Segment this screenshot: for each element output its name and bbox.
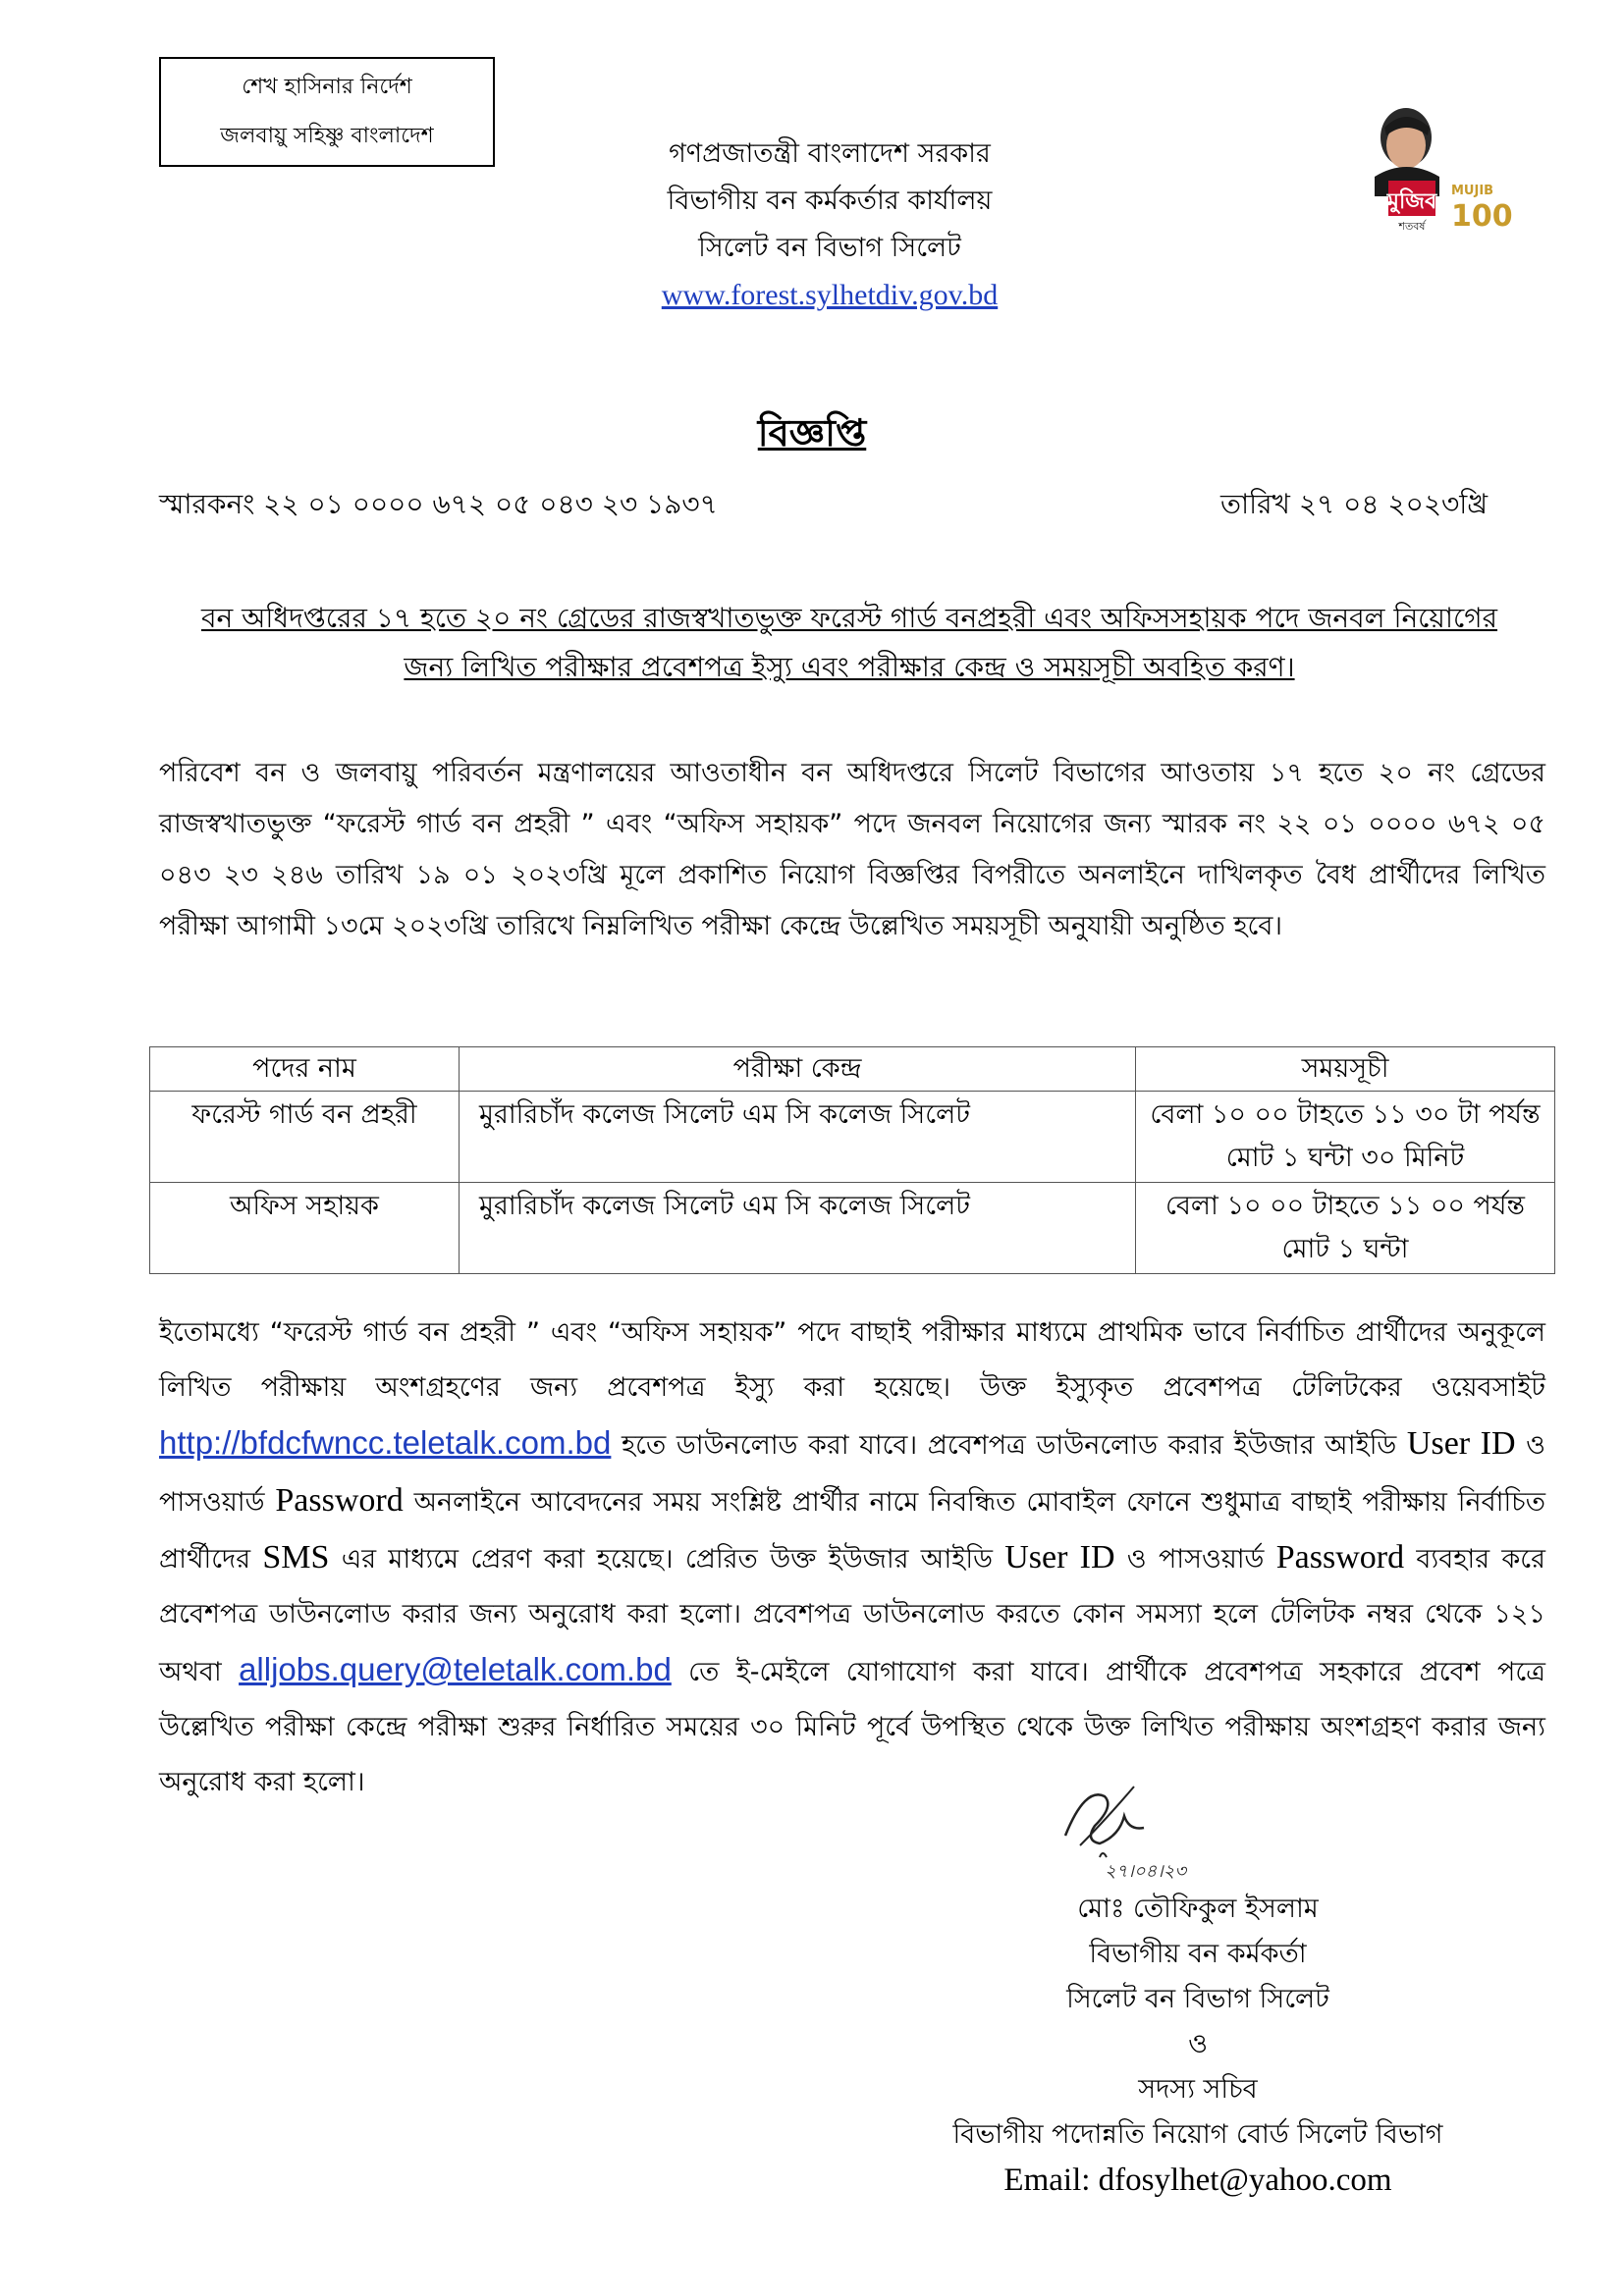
signature-date: ২৭।০৪।২৩ [1105, 1861, 1187, 1882]
exam-time [1136, 1183, 1555, 1274]
signatory-email: Email: dfosylhet@yahoo.com [1003, 2163, 1392, 2198]
password-term: Password [275, 1482, 404, 1519]
notice-date: তারিখ ২৭ ০৪ ২০২৩খ্রি [1220, 488, 1489, 520]
website-link[interactable]: www.forest.sylhetdiv.gov.bd [661, 279, 999, 311]
signatory-designation: বিভাগীয় বন কর্মকর্তা [1089, 1939, 1307, 1969]
exam-duration: মোট ১ ঘন্টা ৩০ মিনিট [1225, 1143, 1465, 1173]
header-office: বিভাগীয় বন কর্মকর্তার কার্যালয় [667, 186, 993, 216]
para2-text: হতে ডাউনলোড করা যাবে। প্রবেশপত্র ডাউনলোড করার ইউজার আইডি [611, 1430, 1407, 1461]
signatory-role: সদস্য সচিব [1138, 2074, 1258, 2105]
office-header [550, 131, 1110, 320]
signatory-and: ও [1188, 2029, 1208, 2059]
body-paragraph-1: পরিবেশ বন ও জলবায়ু পরিবর্তন মন্ত্রণালয়ের আওতাধীন বন অধিদপ্তরে সিলেট বিভাগের আওতায় ১৭ হতে ২০ নং গ্রেডের রাজস্বখাতভুক্ত “ফরেস্ট গার্ড বন প্রহরী ” এবং “অফিস সহায়ক” পদে জনবল নিয়োগের জন্য স্মারক নং ২২ ০১ ০০০০ ৬৭২ ০৫ ০৪৩ ২৩ ২৪৬ তারিখ ১৯ ০১ ২০২৩খ্রি মূলে প্রকাশিত নিয়োগ বিজ্ঞপ্তির বিপরীতে অনলাইনে দাখিলকৃত বৈধ প্রার্থীদের লিখিত পরীক্ষা আগামী ১৩মে ২০২৩খ্রি তারিখে নিম্নলিখিত পরীক্ষা কেন্দ্রে উল্লেখিত সময়সূচী অনুযায়ী অনুষ্ঠিত হবে। [159, 758, 1545, 941]
memo-number: স্মারকনং ২২ ০১ ০০০০ ৬৭২ ০৫ ০৪৩ ২৩ ১৯৩৭ [159, 488, 718, 520]
slogan-line2: জলবায়ু সহিষ্ণু বাংলাদেশ [220, 124, 434, 148]
query-email-link[interactable]: alljobs.query@teletalk.com.bd [239, 1651, 672, 1687]
logo-number-text: 100 [1451, 199, 1513, 234]
exam-centre: মুরারিচাঁদ কলেজ সিলেট এম সি কলেজ সিলেট [460, 1183, 1136, 1274]
table-header-row [150, 1047, 1555, 1092]
para2-text: ব্যবহার করে প্রবেশপত্র ডাউনলোড করার জন্য অনুরোধ করা হলো। প্রবেশপত্র ডাউনলোড করতে কোন সমস্যা হলে টেলিটক নম্বর থেকে ১২১ অথবা [159, 1544, 1545, 1687]
password-term: Password [1275, 1539, 1405, 1575]
logo-sub-text: শতবর্ষ [1398, 220, 1426, 233]
logo-mujib-text: মুজিব [1386, 189, 1437, 214]
header-division: সিলেট বন বিভাগ সিলেট [698, 233, 961, 263]
exam-time-range: বেলা ১০ ০০ টাহতে ১১ ০০ পর্যন্ত [1164, 1191, 1526, 1221]
header-government: গণপ্রজাতন্ত্রী বাংলাদেশ সরকার [669, 138, 991, 169]
para2-text: ও পাসওয়ার্ড [1114, 1544, 1276, 1575]
subject [147, 594, 1551, 692]
header-schedule: সময়সূচী [1136, 1047, 1555, 1092]
exam-centre: মুরারিচাঁদ কলেজ সিলেট এম সি কলেজ সিলেট [460, 1092, 1136, 1183]
body-paragraph-2 [159, 1306, 1545, 1810]
subject-line1: বন অধিদপ্তরের ১৭ হতে ২০ নং গ্রেডের রাজস্বখাতভুক্ত ফরেস্ট গার্ড বনপ্রহরী এবং অফিসসহায়ক পদে জনবল নিয়োগের [200, 602, 1498, 634]
user-id-term: User ID [1004, 1539, 1115, 1575]
subject-line2: জন্য লিখিত পরীক্ষার প্রবেশপত্র ইস্যু এবং পরীক্ষার কেন্দ্র ও সময়সূচী অবহিত করণ। [404, 651, 1295, 683]
exam-time-range: বেলা ১০ ০০ টাহতে ১১ ৩০ টা পর্যন্ত [1150, 1099, 1541, 1130]
handwritten-signature [1046, 1767, 1213, 1885]
para2-text: এর মাধ্যমে প্রেরণ করা হয়েছে। প্রেরিত উক্ত ইউজার আইডি [329, 1544, 1005, 1575]
sms-term: SMS [262, 1539, 330, 1575]
notice-title: বিজ্ঞপ্তি [757, 411, 867, 454]
post-name: ফরেস্ট গার্ড বন প্রহরী [150, 1092, 460, 1183]
header-centre: পরীক্ষা কেন্দ্র [460, 1047, 1136, 1092]
para2-text: ও পাসওয়ার্ড [159, 1430, 1545, 1518]
exam-schedule-table [149, 1046, 1555, 1274]
table-row [150, 1183, 1555, 1274]
logo-side-text: MUJIB [1451, 184, 1494, 198]
signatory-board: বিভাগীয় পদোন্নতি নিয়োগ বোর্ড সিলেট বিভাগ [952, 2119, 1443, 2150]
user-id-term: User ID [1406, 1425, 1516, 1462]
post-name: অফিস সহায়ক [150, 1183, 460, 1274]
exam-duration: মোট ১ ঘন্টা [1281, 1234, 1409, 1264]
signatory-office: সিলেট বন বিভাগ সিলেট [1066, 1984, 1329, 2014]
mujib-100-logo [1345, 98, 1542, 236]
para2-text: অনলাইনে আবেদনের সময় সংশ্লিষ্ট প্রার্থীর নামে নিবন্ধিত মোবাইল ফোনে শুধুমাত্র বাছাই পরীক্ষায় নির্বাচিত প্রার্থীদের [159, 1487, 1545, 1575]
header-post: পদের নাম [150, 1047, 460, 1092]
signatory-block [844, 1887, 1551, 2203]
slogan-line1: শেখ হাসিনার নির্দেশ [242, 75, 412, 99]
para2-text: তে ই-মেইলে যোগাযোগ করা যাবে। প্রার্থীকে প্রবেশপত্র সহকারে প্রবেশ পত্রে উল্লেখিত পরীক্ষা কেন্দ্রে পরীক্ষা শুরুর নির্ধারিত সময়ের ৩০ মিনিট পূর্বে উপস্থিত থেকে উক্ত লিখিত পরীক্ষায় অংশগ্রহণ করার জন্য অনুরোধ করা হলো। [159, 1657, 1546, 1797]
para2-text: ইতোমধ্যে “ফরেস্ট গার্ড বন প্রহরী ” এবং “অফিস সহায়ক” পদে বাছাই পরীক্ষার মাধ্যমে প্রাথমিক ভাবে নির্বাচিত প্রার্থীদের অনুকূলে লিখিত পরীক্ষায় অংশগ্রহণের জন্য প্রবেশপত্র ইস্যু করা হয়েছে। উক্ত ইস্যুকৃত প্রবেশপত্র টেলিটকের ওয়েবসাইট [159, 1317, 1545, 1403]
signatory-name: মোঃ তৌফিকুল ইসলাম [1077, 1894, 1319, 1924]
table-row [150, 1092, 1555, 1183]
admit-card-link[interactable]: http://bfdcfwncc.teletalk.com.bd [159, 1424, 612, 1461]
slogan-box [159, 57, 495, 167]
exam-time [1136, 1092, 1555, 1183]
